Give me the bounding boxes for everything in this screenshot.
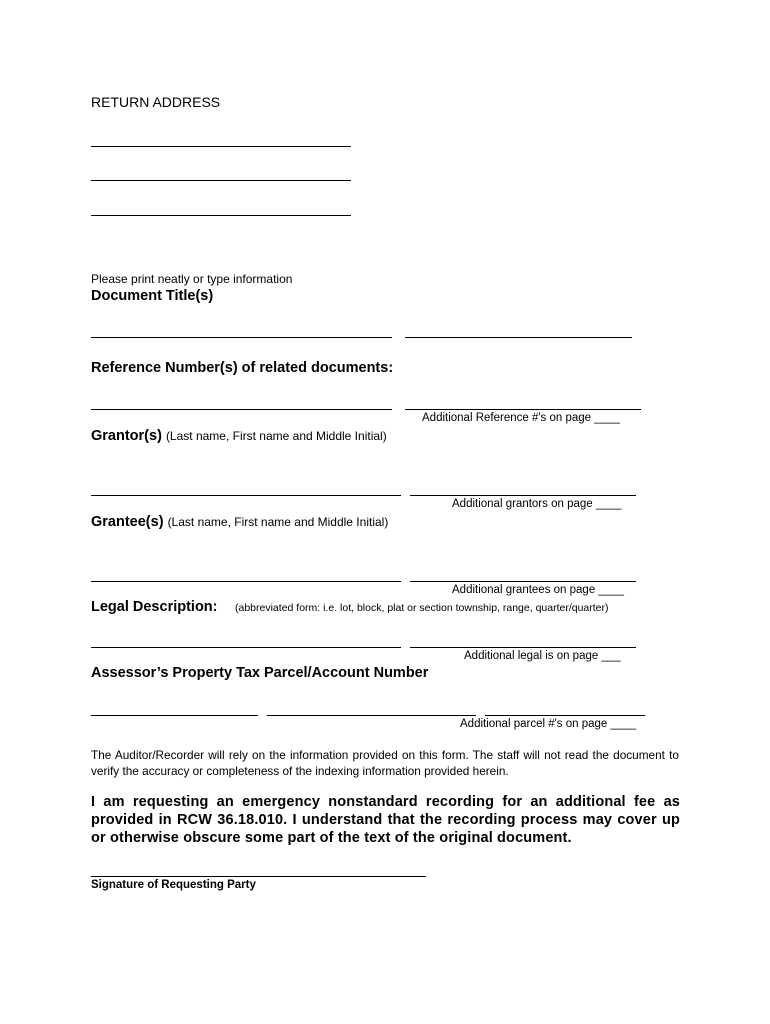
- instructions-text: Please print neatly or type information: [91, 272, 293, 286]
- document-title-line-2[interactable]: [405, 337, 632, 338]
- grantee-note: (Last name, First name and Middle Initial): [167, 515, 389, 529]
- additional-parcel-note: Additional parcel #'s on page ____: [460, 718, 637, 730]
- legal-description-note: (abbreviated form: i.e. lot, block, plat or section township, range, quarter/quarter): [235, 602, 609, 614]
- return-address-line-3[interactable]: [91, 215, 351, 216]
- emergency-request-statement: I am requesting an emergency nonstandard recording for an additional fee as provided in RCW 36.18.010. I understand that the recording process may cover up or otherwise obscure some part of the text of the original document.: [91, 794, 680, 846]
- reference-line-1[interactable]: [91, 409, 392, 410]
- return-address-line-1[interactable]: [91, 146, 351, 147]
- document-title-line-1[interactable]: [91, 337, 392, 338]
- legal-line-1[interactable]: [91, 647, 401, 648]
- disclaimer-paragraph: The Auditor/Recorder will rely on the information provided on this form. The staff will not read the document to verify the accuracy or completeness of the indexing information provided herein.: [91, 748, 679, 778]
- additional-grantees-note: Additional grantees on page ____: [452, 584, 625, 596]
- additional-legal-note: Additional legal is on page ___: [464, 650, 621, 662]
- reference-heading: Reference Number(s) of related documents:: [91, 360, 394, 376]
- parcel-line-3[interactable]: [485, 715, 645, 716]
- legal-line-2[interactable]: [410, 647, 636, 648]
- additional-reference-note: Additional Reference #'s on page ____: [422, 412, 620, 424]
- grantee-line-2[interactable]: [410, 581, 636, 582]
- signature-line[interactable]: [91, 876, 426, 877]
- document-title-heading: Document Title(s): [91, 288, 214, 304]
- return-address-label: RETURN ADDRESS: [91, 94, 221, 110]
- additional-grantors-note: Additional grantors on page ____: [452, 498, 622, 510]
- grantor-line-2[interactable]: [410, 495, 636, 496]
- grantee-line-1[interactable]: [91, 581, 401, 582]
- parcel-line-1[interactable]: [91, 715, 258, 716]
- parcel-heading: Assessor’s Property Tax Parcel/Account Number: [91, 665, 429, 681]
- grantor-heading: Grantor(s): [91, 428, 162, 444]
- parcel-line-2[interactable]: [267, 715, 476, 716]
- signature-label: Signature of Requesting Party: [91, 879, 256, 891]
- grantor-line-1[interactable]: [91, 495, 401, 496]
- legal-description-heading: Legal Description:: [91, 599, 218, 615]
- grantee-heading: Grantee(s): [91, 514, 164, 530]
- reference-line-2[interactable]: [405, 409, 641, 410]
- grantor-note: (Last name, First name and Middle Initial): [165, 429, 387, 443]
- return-address-line-2[interactable]: [91, 180, 351, 181]
